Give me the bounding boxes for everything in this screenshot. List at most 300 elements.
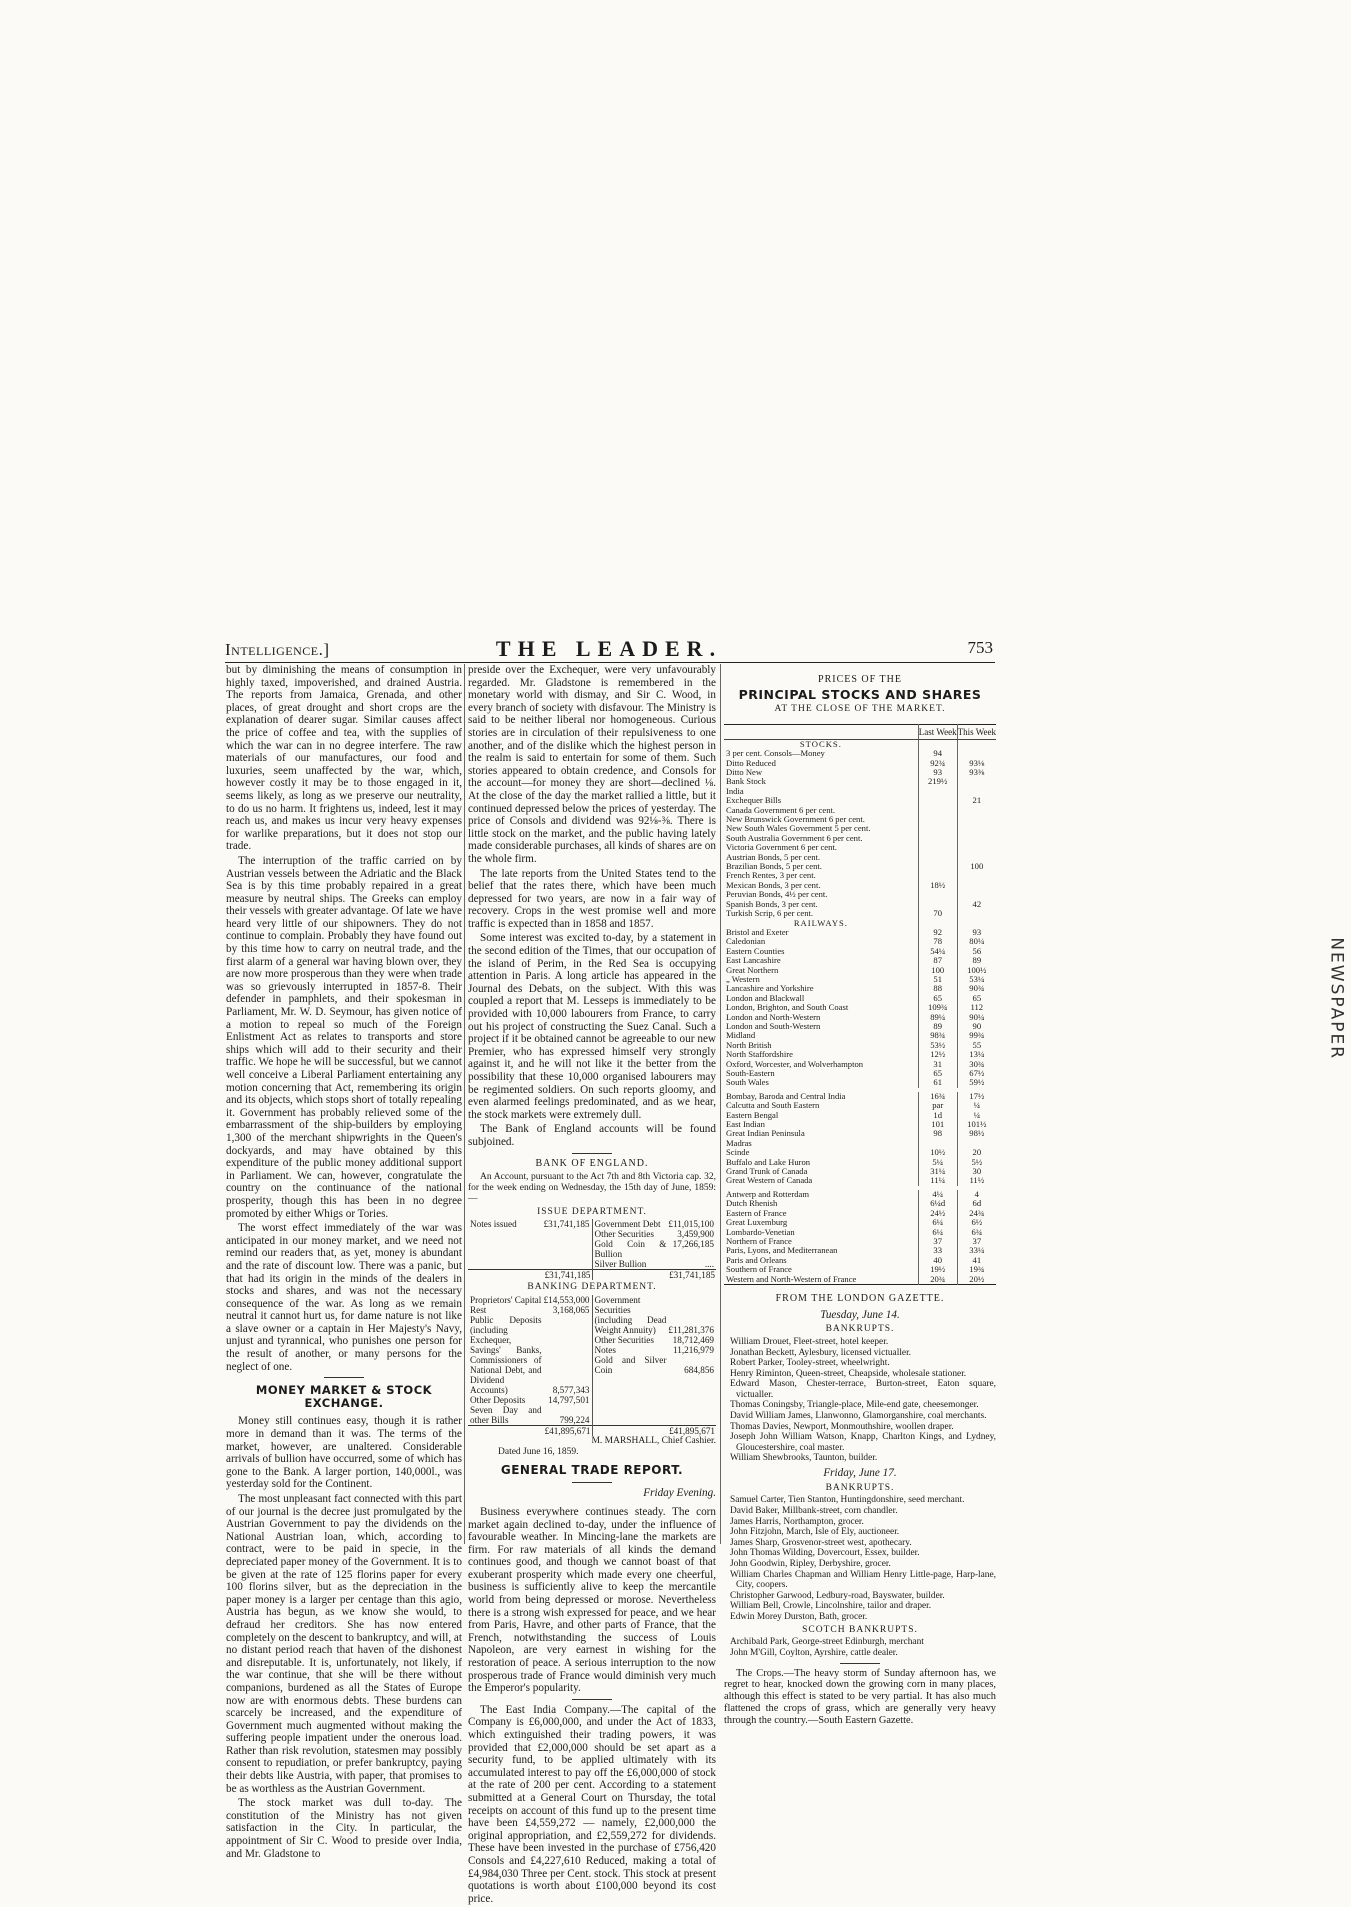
section-label: Intelligence.]: [225, 640, 330, 659]
stock-row: [724, 909, 996, 918]
stock-row: [724, 1003, 996, 1012]
last-week-price: 87: [918, 956, 957, 965]
bankrupt-entry: Archibald Park, George-street Edinburgh, merchant: [730, 1637, 924, 1648]
stock-name: Caledonian: [726, 937, 766, 947]
stock-row: [724, 1158, 996, 1167]
last-week-price: [918, 787, 957, 796]
stock-row: [724, 890, 996, 899]
stock-row: [724, 1129, 996, 1138]
stock-category-row: [724, 739, 996, 749]
last-week-price: [918, 853, 957, 862]
stock-name: London and Blackwall: [726, 993, 805, 1003]
last-week-price: 54¼: [918, 947, 957, 956]
last-week-price: 40: [918, 1256, 957, 1265]
page-header: [225, 636, 993, 660]
stock-name: Great Indian Peninsula: [726, 1129, 805, 1139]
banking-dept-title: BANKING DEPARTMENT.: [527, 1282, 657, 1293]
stock-row: [724, 881, 996, 890]
last-week-price: 24½: [918, 1209, 957, 1218]
bankrupt-entry: Christopher Garwood, Ledbury-road, Bayswater, builder.: [730, 1590, 945, 1601]
last-week-price: [918, 834, 957, 843]
issue-right-value: £11,015,100: [668, 1219, 714, 1230]
bankrupt-entry: Thomas Coningsby, Triangle-place, Mile-end gate, cheesemonger.: [730, 1400, 979, 1411]
issue-left-label: Notes issued: [470, 1219, 517, 1230]
last-week-price: 1d: [918, 1111, 957, 1120]
stock-row: [724, 843, 996, 852]
stock-name: Peruvian Bonds, 4½ per cent.: [726, 890, 828, 900]
this-week-price: 98½: [957, 1129, 996, 1138]
gazette-date-tuesday: Tuesday, June 14.: [820, 1308, 900, 1321]
this-week-price: 90¾: [957, 984, 996, 993]
money-market-heading: MONEY MARKET & STOCK EXCHANGE.: [255, 1383, 433, 1410]
bankrupt-entry: James Harris, Northampton, grocer.: [730, 1516, 864, 1527]
issue-right-value: ....: [704, 1259, 714, 1270]
last-week-price: 10½: [918, 1148, 957, 1157]
last-week-price: 6¼: [918, 1218, 957, 1227]
this-week-price: 17½: [957, 1090, 996, 1101]
stock-row: [724, 1022, 996, 1031]
article-paragraph: The late reports from the United States tend to the belief that the rates there, which have been much depressed for two years, are now in a fair way of recovery. Crops in the west promise well and more traffic is expected than in 1858 and 1857.: [468, 867, 716, 930]
stock-name: New Brunswick Government 6 per cent.: [726, 815, 865, 825]
banking-department-table: [468, 1295, 716, 1436]
banking-right-value: 11,216,979: [672, 1345, 714, 1356]
this-week-price: 93: [957, 928, 996, 937]
stock-name: Eastern Bengal: [726, 1110, 779, 1120]
stock-name: Southern of France: [726, 1265, 792, 1275]
bankrupt-entry: John Thomas Wilding, Dovercourt, Essex, builder.: [730, 1548, 920, 1559]
this-week-price: [957, 881, 996, 890]
stock-name: Victoria Government 6 per cent.: [726, 843, 837, 853]
banking-total-left: £41,895,671: [468, 1426, 592, 1437]
this-week-price: 4: [957, 1188, 996, 1199]
issue-right-label: Silver Bullion: [594, 1259, 647, 1270]
this-week-price: 56: [957, 947, 996, 956]
stock-row: [724, 956, 996, 965]
stock-name: New South Wales Government 5 per cent.: [726, 824, 871, 834]
stock-row: [724, 1265, 996, 1274]
this-week-price: 59½: [957, 1078, 996, 1089]
last-week-price: 109¾: [918, 1003, 957, 1012]
this-week-price: 19¾: [957, 1265, 996, 1274]
this-week-price: 80¼: [957, 937, 996, 946]
trade-paragraph: The East India Company.—The capital of the Company is £6,000,000, and under the Act of 1833, which extinguished their trading powers, it was provided that £2,000,000 should be set apart as a security fund, to be applied ultimately with its accumulated interest to pay off the £6,000,000 of stock at the rate of 200 per cent. According to a statement submitted at a General Court on Thursday, the total receipts on account of this fund up to the present time have been £4,559,272 — namely, £2,000,000 the original appropriation, and £2,559,272 for dividends. These have been invested in the purchase of £756,420 Consols and £4,227,610 Reduced, making a total of £4,984,030 Three per Cent. stock. This stock at present quotations is worth about £100,000 beyond its cost price.: [468, 1703, 716, 1905]
stock-name: Mexican Bonds, 3 per cent.: [726, 880, 821, 890]
banking-right-label: Gold and Silver Coin: [594, 1355, 667, 1376]
stock-row: [724, 994, 996, 1003]
stock-name: Canada Government 6 per cent.: [726, 805, 836, 815]
scotch-bankrupts-label: SCOTCH BANKRUPTS.: [802, 1624, 918, 1635]
header-rule: [225, 662, 995, 663]
this-week-price: 90¼: [957, 1013, 996, 1022]
section-rule: [572, 1482, 612, 1483]
stock-row: [724, 1139, 996, 1148]
trade-dateline: Friday Evening.: [643, 1487, 716, 1500]
stock-name: Lombardo-Venetian: [726, 1227, 795, 1237]
this-week-price: 37: [957, 1237, 996, 1246]
last-week-price: 93: [918, 768, 957, 777]
stock-name: French Rentes, 3 per cent.: [726, 871, 816, 881]
stock-name: India: [726, 786, 744, 796]
stock-name: Northern of France: [726, 1236, 792, 1246]
last-week-price: 11¼: [918, 1176, 957, 1187]
this-week-price: 93⅛: [957, 759, 996, 768]
stock-name: Ditto New: [726, 768, 763, 777]
this-week-price: 13¼: [957, 1050, 996, 1059]
category-label: STOCKS.: [799, 739, 842, 749]
stock-name: London, Brighton, and South Coast: [726, 1003, 849, 1013]
stock-row: [724, 862, 996, 871]
bankrupts-label: BANKRUPTS.: [825, 1482, 895, 1493]
stock-price-table: [724, 724, 996, 1285]
money-paragraph: The most unpleasant fact connected with this part of our journal is the decree just promulgated by the Austrian Government to pay the dividends on the National Austrian loan, which, according to contract, were to be paid in specie, in the depreciated paper money of the Government. It is to be given at the rate of 125 florins paper for every 100 florins silver, but as the depreciation in the paper money is a larger per centage than this agio, Austria has begun, as we know she would, to defraud her creditors. She has now entered completely on the descent to bankruptcy, and will, at no distant period reach that haven of the dishonest and disreputable. It is, unfortunately, not likely, if the war continue, that she will be there without companions, burdened as all the States of Europe now are with enormous debts. These burdens can scarcely be increased, and the expenditure of Government much augmented without making the suffering people impatient under the onerous load. Rather than risk revolution, statesmen may possibly consent to repudiation, or prefer bankruptcy, paying their debts like Austria, with paper, that promises to be as worthless as the Austrian Government.: [226, 1493, 463, 1795]
last-week-price: 94: [918, 749, 957, 758]
stock-name: Oxford, Worcester, and Wolverhampton: [726, 1059, 864, 1069]
banking-left-value: 799,224: [559, 1415, 590, 1426]
last-week-price: 12½: [918, 1050, 957, 1059]
issue-dept-title: ISSUE DEPARTMENT.: [537, 1206, 647, 1217]
prices-title-line-3: AT THE CLOSE OF THE MARKET.: [774, 704, 946, 715]
bank-dated: Dated June 16, 1859.: [498, 1446, 579, 1457]
stock-name: Bank Stock: [726, 777, 766, 787]
last-week-price: 19½: [918, 1265, 957, 1274]
stock-name: Buffalo and Lake Huron: [726, 1157, 811, 1167]
bankrupt-entry: William Shewbrooks, Taunton, builder.: [730, 1453, 878, 1464]
stock-row: [724, 749, 996, 758]
bankrupt-entry: John Fitzjohn, March, Isle of Ely, auctioneer.: [730, 1527, 900, 1538]
stock-name: South Wales: [726, 1078, 769, 1088]
prices-title-line-2: PRINCIPAL STOCKS AND SHARES: [738, 686, 982, 702]
last-week-price: [918, 796, 957, 805]
bank-intro: An Account, pursuant to the Act 7th and 8th Victoria cap. 32, for the week ending on Wednesday, the 15th day of June, 1859:—: [468, 1172, 716, 1204]
stock-name: Eastern of France: [726, 1208, 787, 1218]
this-week-price: [957, 843, 996, 852]
this-week-price: 89: [957, 956, 996, 965]
stock-name: Bombay, Baroda and Central India: [726, 1090, 846, 1101]
bankrupt-entry: Henry Riminton, Queen-street, Cheapside, wholesale stationer.: [730, 1368, 967, 1379]
stock-row: [724, 1120, 996, 1129]
stock-name: Paris, Lyons, and Mediterranean: [726, 1246, 838, 1256]
this-week-price: 5½: [957, 1158, 996, 1167]
this-week-price: 21: [957, 796, 996, 805]
stock-name: Grand Trunk of Canada: [726, 1167, 808, 1177]
this-week-price: 100: [957, 862, 996, 871]
bankrupt-entry: Samuel Carter, Tien Stanton, Huntingdonshire, seed merchant.: [730, 1495, 965, 1506]
this-week-price: [957, 815, 996, 824]
last-week-price: 88: [918, 984, 957, 993]
stock-name: Midland: [726, 1031, 756, 1041]
money-paragraph: The stock market was dull to-day. The constitution of the Ministry has not given satisfaction in the City. In particular, the appointment of Sir C. Wood to preside over India, and Mr. Gladstone to: [226, 1797, 462, 1860]
last-week-price: [918, 815, 957, 824]
stock-name: Great Western of Canada: [726, 1176, 813, 1186]
bankrupt-entry: John Goodwin, Ripley, Derbyshire, grocer.: [730, 1559, 891, 1569]
stock-row: [724, 1101, 996, 1110]
last-week-price: 37: [918, 1237, 957, 1246]
stock-row: [724, 787, 996, 796]
last-week-price: 65: [918, 994, 957, 1003]
issue-right-value: 3,459,900: [677, 1229, 714, 1240]
last-week-price: 6¼d: [918, 1199, 957, 1208]
bank-title: BANK OF ENGLAND.: [535, 1157, 649, 1169]
this-week-price: [957, 834, 996, 843]
bankrupt-entry: David Baker, Millbank-street, corn chandler.: [730, 1506, 898, 1517]
last-week-price: 4¼: [918, 1188, 957, 1199]
bankrupt-entry: Robert Parker, Tooley-street, wheelwright.: [730, 1358, 890, 1369]
column-3: [724, 664, 996, 1729]
edge-stamp: NEWSPAPER: [1327, 937, 1347, 1060]
last-week-header: Last Week: [918, 724, 957, 739]
banking-right-value: 684,856: [684, 1365, 714, 1376]
stock-row: [724, 824, 996, 833]
stock-name: Lancashire and Yorkshire: [726, 984, 814, 994]
stock-name: Austrian Bonds, 5 per cent.: [726, 852, 821, 862]
last-week-price: 51: [918, 975, 957, 984]
banking-right-label: Government Securities (including Dead Weight Annuity): [594, 1295, 667, 1336]
issue-left-value: £31,741,185: [543, 1219, 590, 1230]
stock-row: [724, 1013, 996, 1022]
last-week-price: [918, 824, 957, 833]
cashier-signature: M. MARSHALL, Chief Cashier.: [591, 1436, 716, 1447]
article-paragraph: Some interest was excited to-day, by a statement in the second edition of the Times, that our occupation of the island of Perim, in the Red Sea is occupying attention in Paris. A long article has appeared in the Journal des Debats, on the subject. With this was coupled a report that M. Lesseps is immediately to be provided with 10,000 labourers from France, to carry out his project of constructing the Suez Canal. Such a project if it be obtained cannot be agreeable to our new Premier, who has expressed himself very strongly against it, and he will not like it the better from the possibility that these 10,000 organised labourers may be regimented soldiers. On such reports gloomy, and even alarmed feelings predominated, and as we hear, the stock markets were extremely dull.: [468, 932, 716, 1121]
category-label: RAILWAYS.: [793, 918, 848, 928]
this-week-price: 6d: [957, 1199, 996, 1208]
last-week-price: 33: [918, 1246, 957, 1255]
article-paragraph: The Bank of England accounts will be found subjoined.: [468, 1123, 716, 1148]
trade-paragraph: Business everywhere continues steady. The corn market again declined to-day, under the influence of favourable weather. In Mincing-lane the markets are firm. For raw materials of all kinds the demand continues good, and though we cannot boast of that exuberant prosperity which made every one cheerful, business is sufficiently alive to keep the mercantile world from being depressed or morose. Nevertheless there is a strong wish expressed for peace, and we hear from Paris, Havre, and other parts of France, that the French, notwithstanding the success of Louis Napoleon, are very earnest in wishing for the restoration of peace. A serious interruption to the now prosperous trade of France would diminish very much the Emperor's popularity.: [468, 1505, 716, 1695]
bankrupt-entry: John M'Gill, Coylton, Ayrshire, cattle dealer.: [730, 1647, 898, 1658]
last-week-price: 92: [918, 928, 957, 937]
stock-row: [724, 1188, 996, 1199]
stock-name: Brazilian Bonds, 5 per cent.: [726, 862, 822, 872]
stock-row: [724, 853, 996, 862]
this-week-price: [957, 871, 996, 880]
this-week-price: 33¼: [957, 1246, 996, 1255]
last-week-price: 16¾: [918, 1090, 957, 1101]
stock-row: [724, 1256, 996, 1265]
last-week-price: 100: [918, 966, 957, 975]
last-week-price: 31¼: [918, 1167, 957, 1176]
stock-row: [724, 777, 996, 786]
last-week-price: 61: [918, 1078, 957, 1089]
stock-name: Calcutta and South Eastern: [726, 1101, 820, 1111]
stock-name: East Indian: [726, 1120, 765, 1130]
stock-name: North British: [726, 1040, 772, 1050]
stock-name: Great Northern: [726, 965, 779, 975]
stock-name: Scinde: [726, 1148, 750, 1158]
last-week-price: par: [918, 1101, 957, 1110]
stock-row: [724, 1069, 996, 1078]
last-week-price: 6¼: [918, 1228, 957, 1237]
last-week-price: 5¼: [918, 1158, 957, 1167]
stock-row: [724, 1209, 996, 1218]
stock-row: [724, 834, 996, 843]
section-rule: [572, 1153, 612, 1154]
article-paragraph: The interruption of the traffic carried on by Austrian vessels between the Adriatic and the Black Sea is by this time probably repaired in a great measure by neutral ships. The Greeks can employ their vessels with greater advantage. Of late we have heard very little of our shipowners. They do not continue to complain. Probably they have found out by this time how to carry on neutral trade, and the first alarm of a general war having blown over, they are now more prosperous than they were when trade was so grievously interrupted in 1857-8. Their defender in pamphlets, and their spokesman in Parliament, Mr. W. D. Seymour, has given notice of a motion to repeal so much of the Foreign Enlistment Act as relates to transports and store ships which will add to their security and their traffic. We hope he will be successful, but we cannot well conceive a Liberal Parliament entertaining any motion concerning that Act, remembering its origin and its objects, which stops short of totally repealing it. Government has probably relieved some of the embarrassment of the ship-builders by employing 1,300 of the merchant shipwrights in the Queen's dockyards, and may have obtained by this expenditure of the public money additional support in Parliament. We can, however, congratulate the country on the continuance of the national prosperity, though this has been in no degree promoted by either Whigs or Tories.: [226, 854, 462, 1220]
stock-name: Exchequer Bills: [726, 796, 782, 806]
stock-row: [724, 1176, 996, 1187]
stock-row: [724, 1228, 996, 1237]
this-week-price: 53¼: [957, 975, 996, 984]
bankrupt-entry: Jonathan Beckett, Aylesbury, licensed victualler.: [730, 1347, 912, 1358]
stock-row: [724, 1199, 996, 1208]
this-week-price: 41: [957, 1256, 996, 1265]
last-week-price: [918, 862, 957, 871]
this-week-price: 20: [957, 1148, 996, 1157]
stock-name: Dutch Rhenish: [726, 1199, 778, 1209]
bankrupt-entry: Thomas Davies, Newport, Monmouthshire, woollen draper.: [730, 1421, 954, 1432]
last-week-price: 70: [918, 909, 957, 918]
this-week-price: 93⅜: [957, 768, 996, 777]
issue-right-value: 17,266,185: [672, 1239, 714, 1250]
stock-category-row: [724, 919, 996, 928]
stock-row: [724, 1050, 996, 1059]
this-week-price: 100½: [957, 966, 996, 975]
bankrupt-entry: William Drouet, Fleet-street, hotel keeper.: [730, 1336, 889, 1347]
banking-left-value: 3,168,065: [552, 1305, 590, 1316]
stock-row: [724, 759, 996, 768]
stock-name: South-Eastern: [726, 1069, 775, 1078]
this-week-price: 20½: [957, 1275, 996, 1285]
this-week-price: ¼: [957, 1101, 996, 1110]
stock-name: Turkish Scrip, 6 per cent.: [726, 909, 814, 919]
this-week-price: 65: [957, 994, 996, 1003]
this-week-price: [957, 806, 996, 815]
last-week-price: 98¾: [918, 1031, 957, 1040]
stock-name: South Australia Government 6 per cent.: [726, 833, 863, 843]
stock-row: [724, 1218, 996, 1227]
column-1: [226, 664, 462, 1862]
last-week-price: 92¾: [918, 759, 957, 768]
issue-right-label: Government Debt: [594, 1219, 661, 1230]
banking-total-right: £41,895,671: [592, 1426, 716, 1437]
stock-name: Bristol and Exeter: [726, 927, 789, 937]
last-week-price: 89: [918, 1022, 957, 1031]
this-week-price: [957, 824, 996, 833]
issue-total-right: £31,741,185: [592, 1270, 716, 1281]
stock-row: [724, 966, 996, 975]
stock-name: Eastern Counties: [726, 946, 785, 956]
stock-name: London and South-Western: [726, 1021, 821, 1031]
stock-row: [724, 1031, 996, 1040]
banking-right-label: Notes: [594, 1345, 616, 1356]
stock-name: East Lancashire: [726, 956, 781, 966]
last-week-price: 89¼: [918, 1013, 957, 1022]
this-week-price: 55: [957, 1041, 996, 1050]
bankrupt-entry: James Sharp, Grosvenor-street west, apothecary.: [730, 1537, 912, 1548]
last-week-price: [918, 806, 957, 815]
stock-row: [724, 1078, 996, 1089]
gazette-title: FROM THE LONDON GAZETTE.: [775, 1292, 945, 1304]
stock-row: [724, 796, 996, 805]
stock-row: [724, 928, 996, 937]
last-week-price: [918, 890, 957, 899]
article-paragraph: preside over the Exchequer, were very unfavourably regarded. Mr. Gladstone is remembered in the monetary world with dismay, and Sir C. Wood, in every branch of society with disfavour. The Ministry is said to be neither liberal nor homogeneous. Curious stories are in circulation of their repulsiveness to one another, and of the dislike which the highest person in the realm is said to entertain for some of them. Such stories appeared to obtain credence, and Consols for the account—for money they are short—declined ⅛. At the close of the day the market rallied a little, but it continued depressed below the prices of yesterday. The price of Consols and dividend was 92⅛-⅜. There is little stock on the market, and the public having lately made considerable purchases, all kinds of shares are on the whole firm.: [468, 664, 716, 865]
issue-right-label: Gold Coin & Bullion: [594, 1239, 667, 1260]
this-week-price: 30: [957, 1167, 996, 1176]
banking-right-value: 18,712,469: [672, 1335, 714, 1346]
section-rule: [324, 1377, 364, 1378]
stock-name: Madras: [726, 1138, 752, 1148]
bankrupt-entry: Edward Mason, Chester-terrace, Burton-street, Eaton square, victualler.: [730, 1379, 996, 1400]
stock-name: North Staffordshire: [726, 1050, 793, 1060]
stock-name: Ditto Reduced: [726, 758, 776, 768]
bankrupt-entry: William Bell, Crowle, Lincolnshire, tailor and draper.: [730, 1601, 932, 1612]
this-week-price: 30¾: [957, 1060, 996, 1069]
this-week-price: [957, 909, 996, 918]
banking-left-label: Rest: [470, 1305, 487, 1316]
stock-row: [724, 806, 996, 815]
this-week-price: 42: [957, 900, 996, 909]
stock-row: [724, 768, 996, 777]
masthead-title: THE LEADER.: [495, 636, 723, 661]
stock-row: [724, 900, 996, 909]
stock-row: [724, 1167, 996, 1176]
last-week-price: 18½: [918, 881, 957, 890]
london-gazette: [724, 1309, 996, 1659]
last-week-price: 98: [918, 1129, 957, 1138]
stock-row: [724, 975, 996, 984]
stock-name: Paris and Orleans: [726, 1255, 787, 1265]
this-week-price: 24¾: [957, 1209, 996, 1218]
last-week-price: 31: [918, 1060, 957, 1069]
stock-row: [724, 871, 996, 880]
this-week-price: 90: [957, 1022, 996, 1031]
stock-row: [724, 1246, 996, 1255]
bankrupt-entry: William Charles Chapman and William Henry Little-page, Harp-lane, City, coopers.: [730, 1569, 996, 1591]
section-rule: [840, 1663, 880, 1664]
issue-total-left: £31,741,185: [468, 1270, 592, 1281]
banking-left-value: £14,553,000: [543, 1295, 590, 1306]
this-week-price: 6½: [957, 1218, 996, 1227]
last-week-price: 219½: [918, 777, 957, 786]
money-paragraph: Money still continues easy, though it is rather more in demand than it was. The terms of the market, however, are unaltered. Considerable arrivals of bullion have occurred, some of which has gone to the Bank. A larger portion, 140,000l., was yesterday sold for the Continent.: [226, 1415, 462, 1491]
issue-department-table: [468, 1219, 716, 1280]
stock-name: Spanish Bonds, 3 per cent.: [726, 899, 818, 909]
article-paragraph: The worst effect immediately of the war was anticipated in our money market, and we need not remind our readers that, as yet, money is abundant and the rate of discount low. There was a panic, but that had its origin in the minds of the dealers in stocks and shares, and was not the necessary consequence of the war. As long as we remain neutral it cannot hurt us, for dame nature is not like a slave owner or a captain in Her Majesty's Navy, unjust and tyrannical, who punishes one person for the result of another, or many persons for the neglect of one.: [226, 1222, 462, 1373]
this-week-header: This Week: [957, 724, 996, 739]
banking-right-value: £11,281,376: [668, 1325, 714, 1336]
banking-left-value: 8,577,343: [552, 1385, 590, 1396]
stock-row: [724, 984, 996, 993]
this-week-price: 11½: [957, 1176, 996, 1187]
last-week-price: 53½: [918, 1041, 957, 1050]
last-week-price: 101: [918, 1120, 957, 1129]
stock-name: Antwerp and Rotterdam: [726, 1188, 810, 1199]
stock-row: [724, 815, 996, 824]
banking-left-value: 14,797,501: [548, 1395, 590, 1406]
banking-left-label: Proprietors' Capital: [470, 1295, 542, 1306]
stock-row: [724, 1148, 996, 1157]
crops-paragraph: The Crops.—The heavy storm of Sunday afternoon has, we regret to hear, knocked down the growing corn in many places, although this effect is stated to be very partial. It has also much flattened the crops of grass, which are generally very heavy through the country.—South Eastern Gazette.: [724, 1667, 996, 1726]
this-week-price: 101½: [957, 1120, 996, 1129]
banking-right-label: Other Securities: [594, 1335, 654, 1346]
stock-row: [724, 1111, 996, 1120]
stock-row: [724, 937, 996, 946]
stock-name: „ Western: [726, 974, 760, 984]
stock-row: [724, 1060, 996, 1069]
banking-left-label: Seven Day and other Bills: [470, 1405, 542, 1426]
banking-left-label: Public Deposits (including Exchequer, Savings' Banks, Commissioners of National Debt, and Dividend Accounts): [470, 1315, 542, 1396]
prices-title-line-1: PRICES OF THE: [818, 674, 902, 685]
last-week-price: [918, 843, 957, 852]
stock-row: [724, 947, 996, 956]
bankrupts-label: BANKRUPTS.: [825, 1324, 895, 1335]
page-number: 753: [967, 638, 993, 657]
stock-name: 3 per cent. Consols—Money: [726, 749, 825, 759]
stock-name: Western and North-Western of France: [726, 1274, 857, 1284]
this-week-price: [957, 777, 996, 786]
this-week-price: 6¾: [957, 1228, 996, 1237]
column-divider-2: [720, 664, 721, 1544]
